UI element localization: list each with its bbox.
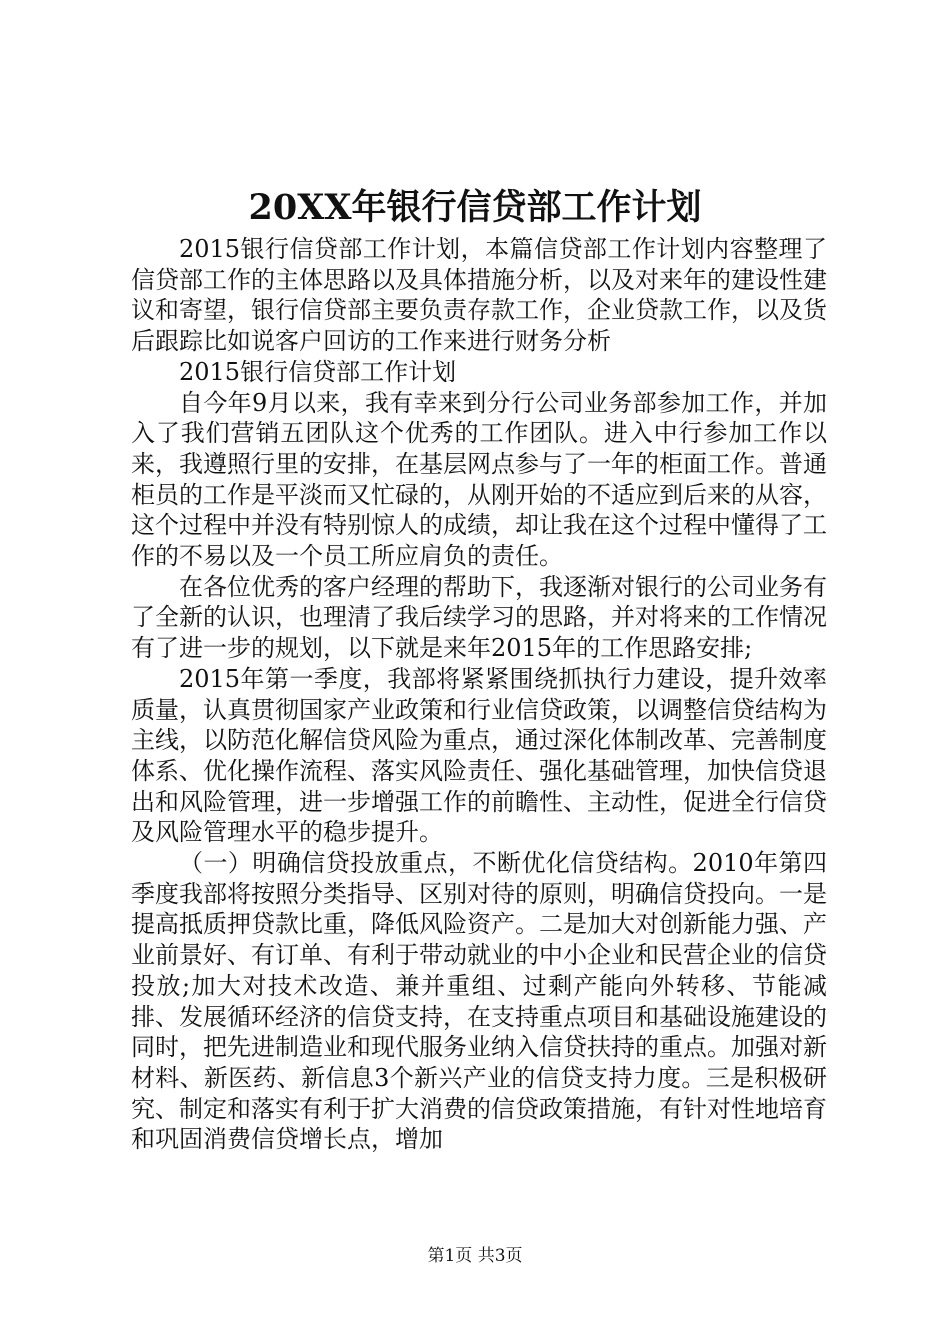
paragraph-1: 自今年9月以来，我有幸来到分行公司业务部参加工作，并加入了我们营销五团队这个优秀的工作团队。进入中行参加工作以来，我遵照行里的安排，在基层网点参与了一年的柜面工作。普通柜员的工作是平淡而又忙碌的，从刚开始的不适应到后来的从容，这个过程中并没有特别惊人的成绩，却让我在这个过程中懂得了工作的不易以及一个员工所应肩负的责任。 xyxy=(131,388,827,571)
document-title: 20XX年银行信贷部工作计划 xyxy=(248,187,702,228)
paragraph-3: 2015年第一季度，我部将紧紧围绕抓执行力建设，提升效率质量，认真贯彻国家产业政策和行业信贷政策，以调整信贷结构为主线，以防范化解信贷风险为重点，通过深化体制改革、完善制度体系、优化操作流程、落实风险责任、强化基础管理，加快信贷退出和风险管理，进一步增强工作的前瞻性、主动性，促进全行信贷及风险管理水平的稳步提升。 xyxy=(131,664,827,847)
document-body xyxy=(131,234,827,1155)
paragraph-subtitle: 2015银行信贷部工作计划 xyxy=(179,357,457,386)
paragraph-intro: 2015银行信贷部工作计划，本篇信贷部工作计划内容整理了信贷部工作的主体思路以及具体措施分析，以及对来年的建设性建议和寄望，银行信贷部主要负责存款工作，企业贷款工作，以及货后跟踪比如说客户回访的工作来进行财务分析 xyxy=(131,235,827,356)
paragraph-2: 在各位优秀的客户经理的帮助下，我逐渐对银行的公司业务有了全新的认识，也理清了我后续学习的思路，并对将来的工作情况有了进一步的规划，以下就是来年2015年的工作思路安排; xyxy=(131,572,827,663)
paragraph-4: （一）明确信贷投放重点，不断优化信贷结构。2010年第四季度我部将按照分类指导、区别对待的原则，明确信贷投向。一是提高抵质押贷款比重，降低风险资产。二是加大对创新能力强、产业前景好、有订单、有利于带动就业的中小企业和民营企业的信贷投放;加大对技术改造、兼并重组、过剩产能向外转移、节能减排、发展循环经济的信贷支持，在支持重点项目和基础设施建设的同时，把先进制造业和现代服务业纳入信贷扶持的重点。加强对新材料、新医药、新信息3个新兴产业的信贷支持力度。三是积极研究、制定和落实有利于扩大消费的信贷政策措施，有针对性地培育和巩固消费信贷增长点，增加 xyxy=(131,849,827,1154)
page-footer: 第1页 共3页 xyxy=(427,1246,523,1266)
